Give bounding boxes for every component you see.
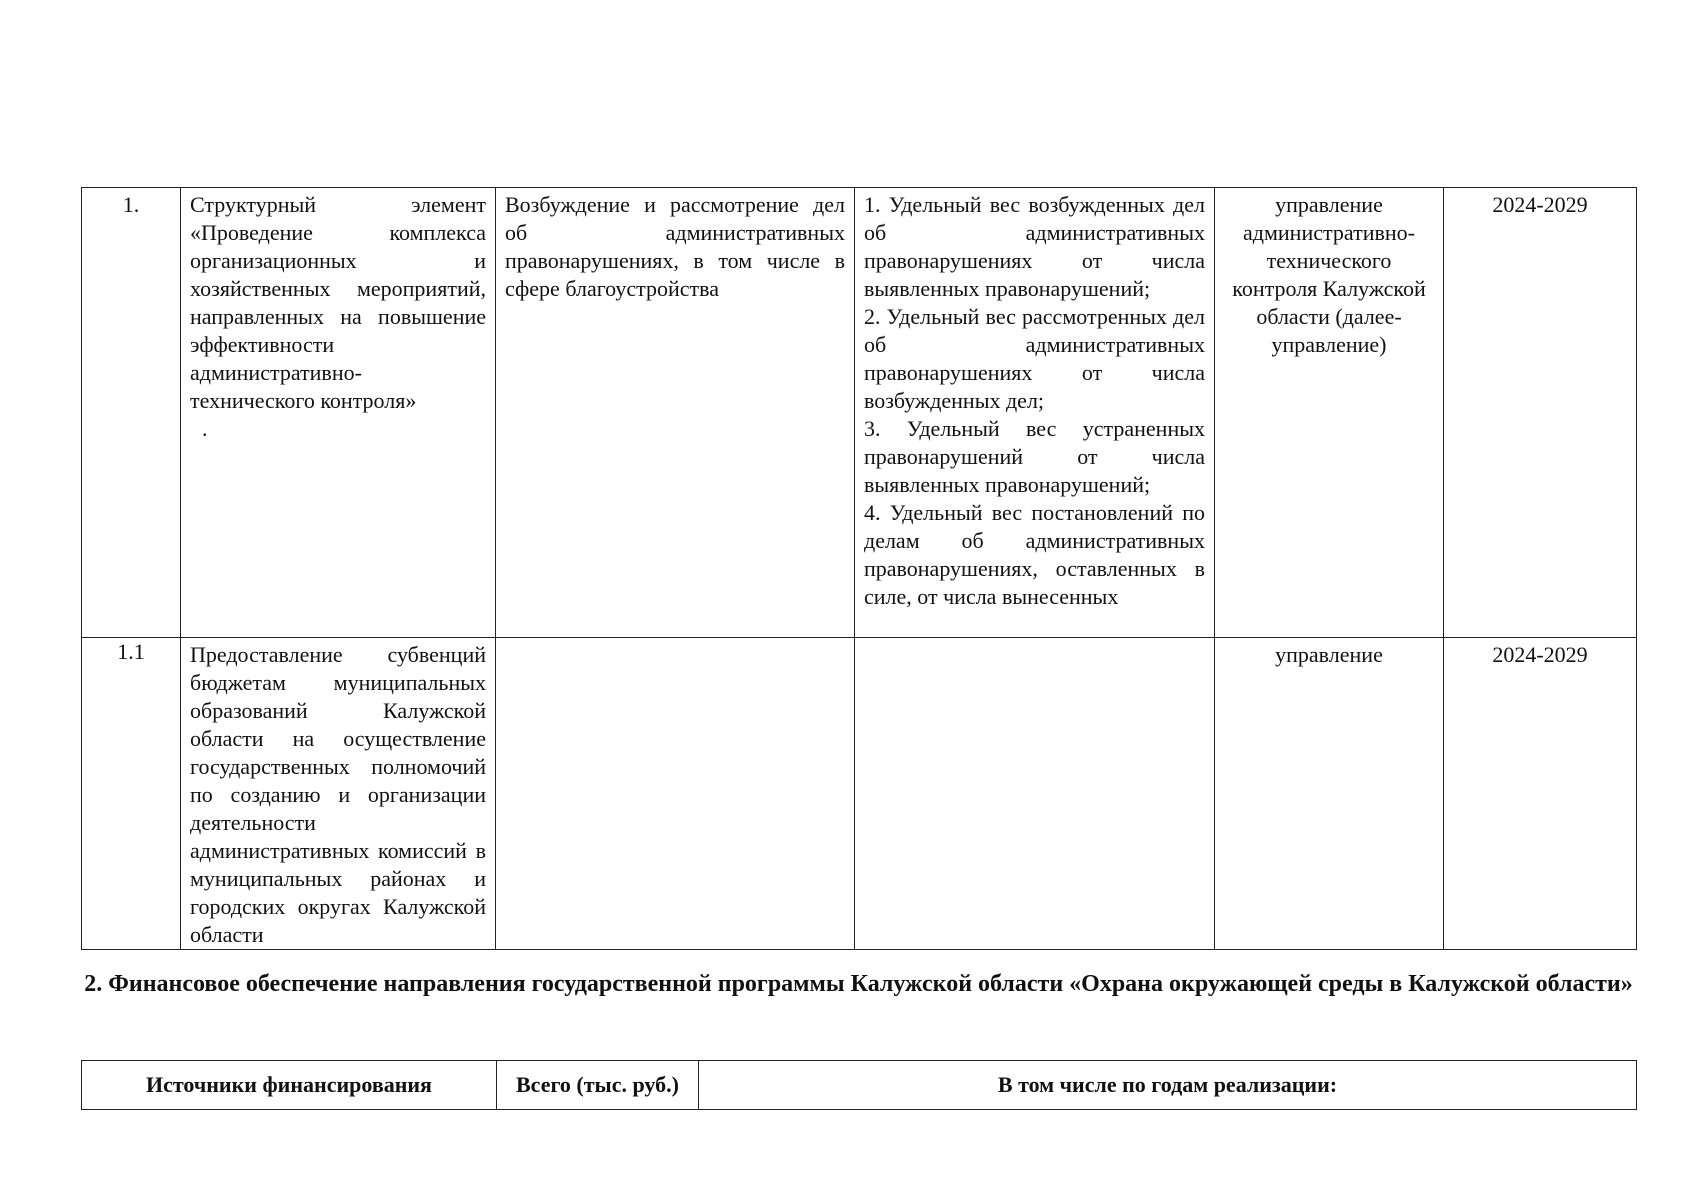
responsible-cell: управление административно-технического контроля Калужской области (далее-управление) (1215, 188, 1444, 638)
column-header: Всего (тыс. руб.) (497, 1061, 699, 1110)
section-title: 2. Финансовое обеспечение направления государственной программы Калужской области «Охрана окружающей среды в Калужской области» (84, 971, 1633, 997)
row-number: 1. (82, 188, 181, 638)
indicator-item: 4. Удельный вес постановлений по делам об административных правонарушениях, оставленных в силе, от числа вынесенных (864, 500, 1205, 609)
table-row (82, 188, 1637, 638)
row-number: 1.1 (82, 638, 181, 950)
indicator-item: 3. Удельный вес устраненных правонарушений от числа выявленных правонарушений; (864, 416, 1205, 497)
indicator-item: 2. Удельный вес рассмотренных дел об административных правонарушениях от числа возбужденных дел; (864, 304, 1205, 413)
period-cell: 2024-2029 (1444, 638, 1637, 950)
responsible-cell: управление (1215, 638, 1444, 950)
element-name-cell: Предоставление субвенций бюджетам муниципальных образований Калужской области на осуществление государственных полномочий по созданию и организации деятельности административных комиссий в муниципальных районах и городских округах Калужской области (181, 638, 496, 950)
column-header: Источники финансирования (82, 1061, 497, 1110)
element-name-cell (181, 188, 496, 638)
stray-mark: . (202, 416, 208, 441)
element-name: Структурный элемент «Проведение комплекса организационных и хозяйственных мероприятий, направленных на повышение эффективности административно-технического контроля» (190, 192, 486, 413)
indicator-item: 1. Удельный вес возбужденных дел об административных правонарушениях от числа выявленных правонарушений; (864, 192, 1205, 301)
column-header: В том числе по годам реализации: (699, 1061, 1637, 1110)
task-cell: Возбуждение и рассмотрение дел об административных правонарушениях, в том числе в сфере благоустройства (496, 188, 855, 638)
financing-table (81, 1060, 1637, 1110)
period-cell: 2024-2029 (1444, 188, 1637, 638)
table-header-row (82, 1061, 1637, 1110)
task-cell (496, 638, 855, 950)
structural-elements-table (81, 187, 1637, 950)
indicators-cell (855, 638, 1215, 950)
indicators-cell (855, 188, 1215, 638)
table-row (82, 638, 1637, 950)
